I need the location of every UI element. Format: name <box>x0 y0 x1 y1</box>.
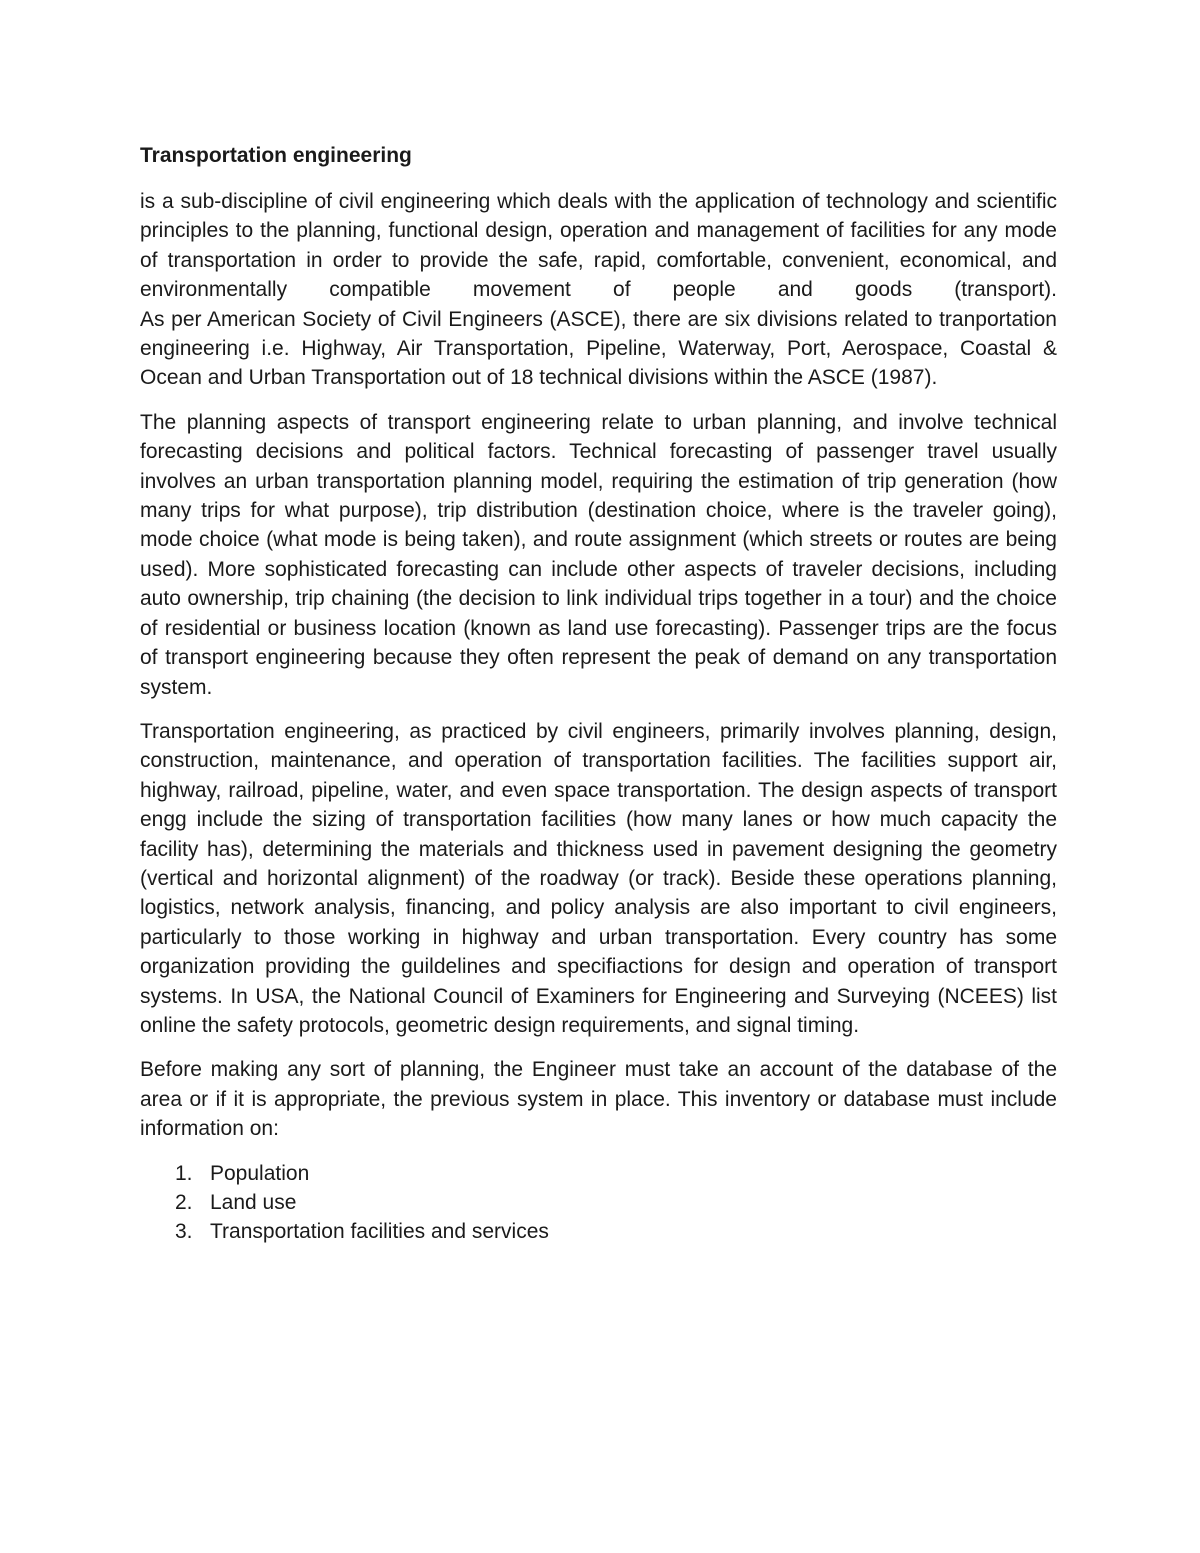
list-item <box>140 1159 1057 1188</box>
intro-second-part: As per American Society of Civil Engineers (ASCE), there are six divisions related to tranportation engineering i.e. Highway, Air Transportation, Pipeline, Waterway, Port, Aerospace, Coastal & Ocean and Urban Transportation out of 18 technical divisions within the ASCE (1987). <box>140 307 1057 390</box>
database-list <box>140 1159 1057 1247</box>
list-item-text: Transportation facilities and services <box>210 1220 549 1244</box>
list-item-number: 3. <box>175 1220 193 1244</box>
design-paragraph: Transportation engineering, as practiced by civil engineers, primarily involves planning, design, construction, maintenance, and operation of transportation facilities. The facilities support air, highway, railroad, pipeline, water, and even space transportation. The design aspects of transport engg include the sizing of transportation facilities (how many lanes or how much capacity the facility has), determining the materials and thickness used in pavement designing the geometry (vertical and horizontal alignment) of the roadway (or track). Beside these operations planning, logistics, network analysis, financing, and policy analysis are also important to civil engineers, particularly to those working in highway and urban transportation. Every country has some organization providing the guildelines and specifiactions for design and operation of transport systems. In USA, the National Council of Examiners for Engineering and Surveying (NCEES) list online the safety protocols, geometric design requirements, and signal timing. <box>140 719 1057 1037</box>
intro-paragraph <box>140 187 1057 393</box>
list-item-number: 2. <box>175 1191 193 1214</box>
document-page <box>140 141 1057 1247</box>
list-item-number: 1. <box>175 1161 193 1185</box>
planning-paragraph: The planning aspects of transport engineering relate to urban planning, and involve technical forecasting decisions and political factors. Technical forecasting of passenger travel usually involves an urban transportation planning model, requiring the estimation of trip generation (how many trips for what purpose), trip distribution (destination choice, where is the traveler going), mode choice (what mode is being taken), and route assignment (which streets or routes are being used). More sophisticated forecasting can include other aspects of traveler decisions, including auto ownership, trip chaining (the decision to link individual trips together in a tour) and the choice of residential or business location (known as land use forecasting). Passenger trips are the focus of transport engineering because they often represent the peak of demand on any transportation system. <box>140 410 1057 699</box>
list-item-text: Population <box>210 1161 310 1185</box>
list-item <box>140 1188 1057 1217</box>
intro-first-part: is a sub-discipline of civil engineering which deals with the application of technology and scientific principles to the planning, functional design, operation and management of facilities for any mode of transportation in order to provide the safe, rapid, comfortable, convenient, economical, and environmentally compatible movement of people and goods (transport). <box>140 190 1057 302</box>
list-item-text: Land use <box>210 1191 297 1214</box>
database-paragraph: Before making any sort of planning, the Engineer must take an account of the database of the area or if it is appropriate, the previous system in place. This inventory or database must include information on: <box>140 1058 1057 1141</box>
list-item <box>140 1217 1057 1246</box>
document-title: Transportation engineering <box>140 144 412 167</box>
